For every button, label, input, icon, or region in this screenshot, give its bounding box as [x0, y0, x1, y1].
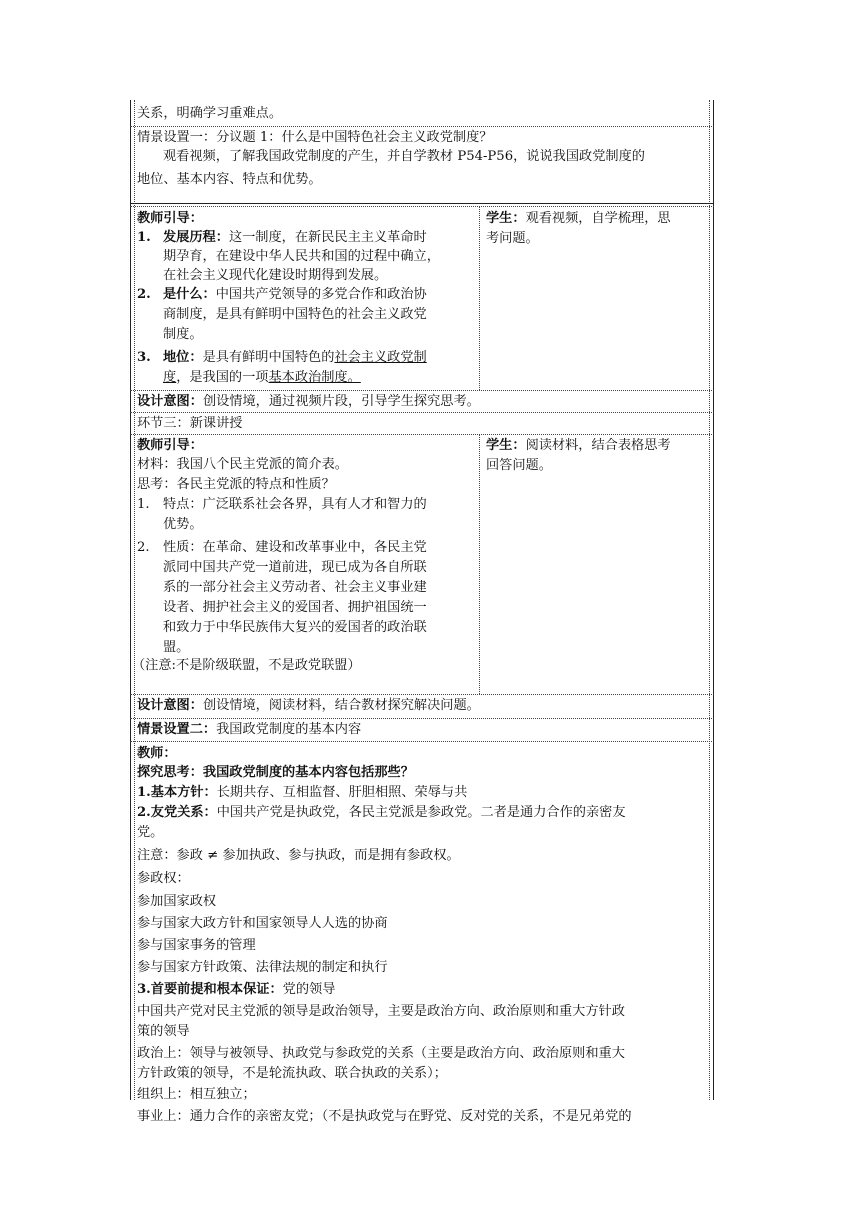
paragraph-line: 方针政策的领导，不是轮流执政、联合执政的关系）；	[137, 1066, 447, 1081]
list-item: 1. 发展历程：这一制度，在新民民主主义革命时	[137, 230, 427, 245]
note-text: 注意：参政 ≠ 参加执政、参与执政，而是拥有参政权。	[137, 848, 460, 863]
table-border-right-inner	[709, 100, 710, 1100]
design-intent: 设计意图：创设情境，通过视频片段，引导学生探究思考。	[137, 394, 480, 409]
list-item-cont: 盟。	[163, 640, 190, 655]
power-item: 参与国家事务的管理	[137, 938, 256, 953]
student-activity-cont: 考问题。	[486, 231, 539, 246]
question-text: 思考：各民主党派的特点和性质？	[137, 477, 335, 492]
list-item-cont: 制度。	[163, 327, 203, 342]
paragraph-line: 组织上：相互独立；	[137, 1087, 256, 1102]
table-border-left-inner	[134, 100, 135, 1100]
row-rule	[130, 694, 714, 695]
column-divider-1	[479, 206, 480, 390]
row-rule	[130, 412, 714, 413]
scenario-one-body: 观看视频，了解我国政党制度的产生，并自学教材 P54-P56，说说我国政党制度的	[163, 149, 645, 164]
content-item: 1.基本方针：长期共存、互相监督、肝胆相照、荣辱与共	[137, 785, 468, 800]
content-item-cont: 党。	[137, 825, 164, 840]
paragraph-line: 事业上：通力合作的亲密友党；（不是执政党与在野党、反对党的关系，不是兄弟党的	[137, 1109, 632, 1124]
list-item-cont: 在社会主义现代化建设时期得到发展。	[163, 268, 388, 283]
row-rule	[130, 206, 714, 207]
list-item: 2. 性质：在革命、建设和改革事业中，各民主党	[137, 540, 427, 555]
table-border-left	[130, 100, 131, 1100]
content-item: 2.友党关系：中国共产党是执政党，各民主党派是参政党。二者是通力合作的亲密友	[137, 805, 626, 820]
lesson-plan-table	[130, 100, 714, 1124]
list-item-cont: 商制度，是具有鲜明中国特色的社会主义政党	[163, 307, 427, 322]
list-item-cont: 系的一部分社会主义劳动者、社会主义事业建	[163, 580, 427, 595]
row-rule	[130, 718, 714, 719]
power-item: 参加国家政权	[137, 894, 217, 909]
student-activity: 学生：观看视频，自学梳理，思	[486, 211, 671, 226]
explore-question: 探究思考：我国政党制度的基本内容包括那些？	[137, 765, 414, 780]
list-item: 2. 是什么：中国共产党领导的多党合作和政治协	[137, 287, 427, 302]
scenario-one-title: 情景设置一：分议题 1：什么是中国特色社会主义政党制度？	[137, 130, 493, 145]
scenario-two-title: 情景设置二：我国政党制度的基本内容	[137, 722, 362, 737]
list-item-cont: 和致力于中华民族伟大复兴的爱国者的政治联	[163, 620, 427, 635]
paragraph-line: 中国共产党对民主党派的领导是政治领导，主要是政治方向、政治原则和重大方针政	[137, 1004, 625, 1019]
material-text: 材料：我国八个民主党派的简介表。	[137, 457, 348, 472]
list-item-cont: 优势。	[163, 517, 203, 532]
power-title: 参政权：	[137, 871, 190, 886]
section-title: 环节三：新课讲授	[137, 416, 243, 431]
teacher-label: 教师：	[137, 746, 177, 761]
paragraph-line: 策的领导	[137, 1024, 190, 1039]
scenario-one-body: 地位、基本内容、特点和优势。	[137, 172, 322, 187]
list-item-cont: 设者、拥护社会主义的爱国者、拥护祖国统一	[163, 600, 427, 615]
paragraph-line: 政治上：领导与被领导、执政党与参政党的关系（主要是政治方向、政治原则和重大	[137, 1046, 625, 1061]
student-activity: 学生：阅读材料，结合表格思考	[486, 438, 671, 453]
list-item-cont: 派同中国共产党一道前进，现已成为各自所联	[163, 560, 427, 575]
teacher-guide-heading: 教师引导：	[137, 438, 203, 453]
column-divider-2	[479, 434, 480, 694]
row-rule	[130, 390, 714, 391]
row-text: 关系，明确学习重难点。	[137, 106, 283, 121]
student-activity-cont: 回答问题。	[486, 458, 552, 473]
row-rule	[130, 203, 714, 204]
power-item: 参与国家方针政策、法律法规的制定和执行	[137, 960, 388, 975]
content-item: 3.首要前提和根本保证：党的领导	[137, 982, 336, 997]
design-intent: 设计意图：创设情境，阅读材料，结合教材探究解决问题。	[137, 698, 480, 713]
list-item-cont: 期孕育，在建设中华人民共和国的过程中确立，	[163, 249, 440, 264]
teacher-guide-heading: 教师引导：	[137, 211, 203, 226]
row-rule	[130, 434, 714, 435]
table-border-right	[713, 100, 714, 1100]
power-item: 参与国家大政方针和国家领导人人选的协商	[137, 916, 388, 931]
list-item: 3. 地位：是具有鲜明中国特色的社会主义政党制	[137, 350, 427, 365]
list-item-cont: 度，是我国的一项基本政治制度。	[163, 370, 361, 385]
list-item: 1. 特点：广泛联系社会各界，具有人才和智力的	[137, 497, 427, 512]
note-text: （注意:不是阶级联盟，不是政党联盟）	[132, 658, 361, 673]
row-rule	[130, 741, 714, 742]
row-rule	[130, 126, 714, 127]
